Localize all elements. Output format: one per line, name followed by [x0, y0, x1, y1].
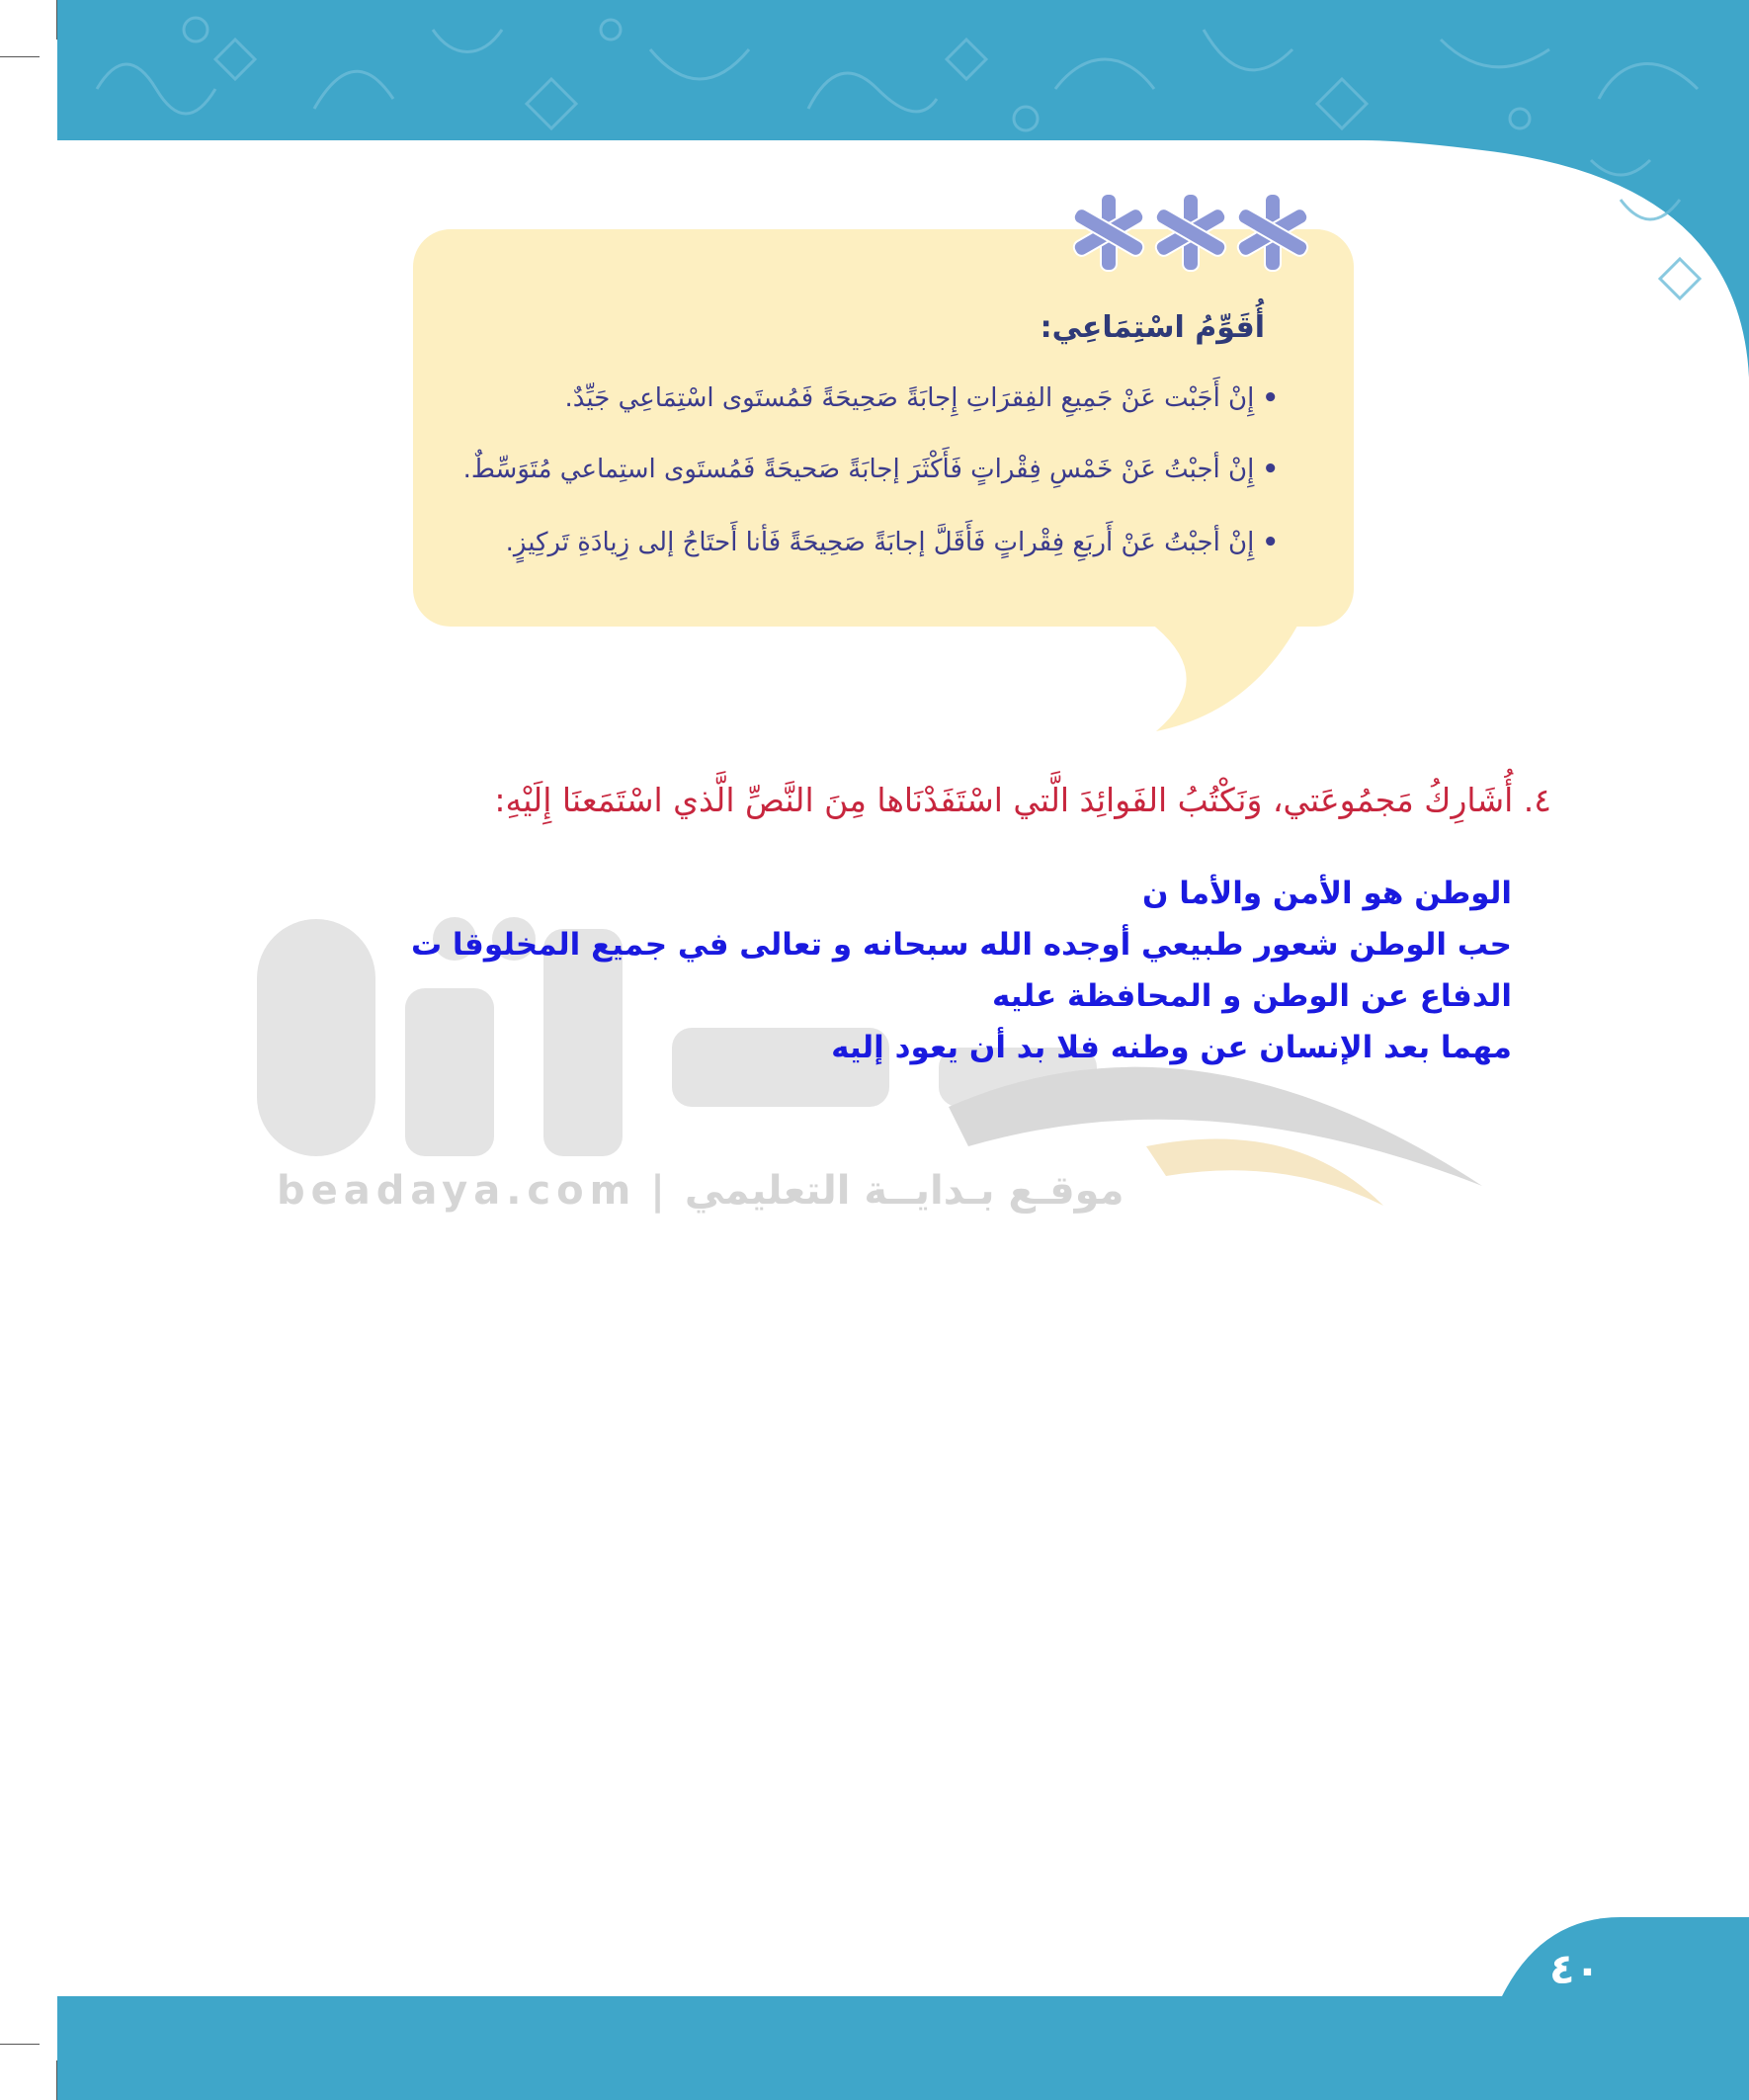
page-number: ٤٠: [1549, 1945, 1601, 1993]
question-4: ٤. أُشَارِكُ مَجمُوعَتي، وَنَكْتُبُ الفَوائِدَ الَّتي اسْتَفَدْنَاها مِنَ النَّصِّ الَّذي اسْتَمَعنَا إِلَيْهِ:: [494, 781, 1551, 819]
watermark-arabic: موقـع بـدايــة التعليمي: [684, 1168, 1124, 1214]
crop-mark: [0, 2044, 40, 2045]
header-curve: [1364, 140, 1749, 378]
answers-block: [411, 868, 1512, 1073]
watermark-domain: beadaya.com: [277, 1168, 637, 1214]
callout-item-text: إِنْ أجبْتُ عَنْ خَمْسِ فِقْراتٍ فَأَكْثَرَ إجابَةً صَحيحَةً فَمُستَوى استِماعي مُتَوَسِّطٌ.: [462, 455, 1255, 484]
callout-item-text: إِنْ أجبْتُ عَنْ أَربَعِ فِقْراتٍ فَأَقَلَّ إجابَةً صَحِيحَةً فَأنا أَحتَاجُ إلى زِيادَةِ تَركِيزٍ.: [505, 528, 1255, 557]
callout-item-text: إِنْ أَجَبْت عَنْ جَمِيعِ الفِقرَاتِ إِجابَةً صَحِيحَةً فَمُستَوى اسْتِمَاعِي جَيِّدٌ.: [564, 383, 1255, 413]
footer-band: [57, 1996, 1749, 2100]
watermark-text: [277, 1168, 1124, 1214]
bullet: •: [1262, 528, 1279, 557]
answer-line: حب الوطن شعور طبيعي أوجده الله سبحانه و تعالى في جميع المخلوقا ت: [410, 927, 1512, 963]
header-band: [57, 0, 1749, 140]
callout-item: [564, 383, 1279, 413]
callout-item: [463, 455, 1279, 484]
decorative-pattern: [57, 0, 1749, 140]
self-assessment-callout: [413, 229, 1354, 627]
callout-item: [506, 528, 1279, 557]
callout-title: أُقَوِّمُ اسْتِمَاعِي:: [1040, 310, 1265, 345]
bullet: •: [1262, 455, 1279, 484]
answer-line: الدفاع عن الوطن و المحافظة عليه: [991, 978, 1512, 1014]
answer-line: مهما بعد الإنسان عن وطنه فلا بد أن يعود إليه: [831, 1030, 1512, 1065]
bullet: •: [1262, 383, 1279, 413]
asterisks-decoration: [1067, 188, 1314, 277]
answer-line: الوطن هو الأمن والأما ن: [1142, 876, 1512, 911]
crop-mark: [0, 56, 40, 57]
footer-tab: [1502, 1917, 1749, 1996]
callout-tail: [1136, 613, 1314, 741]
watermark-separator: |: [650, 1168, 671, 1214]
